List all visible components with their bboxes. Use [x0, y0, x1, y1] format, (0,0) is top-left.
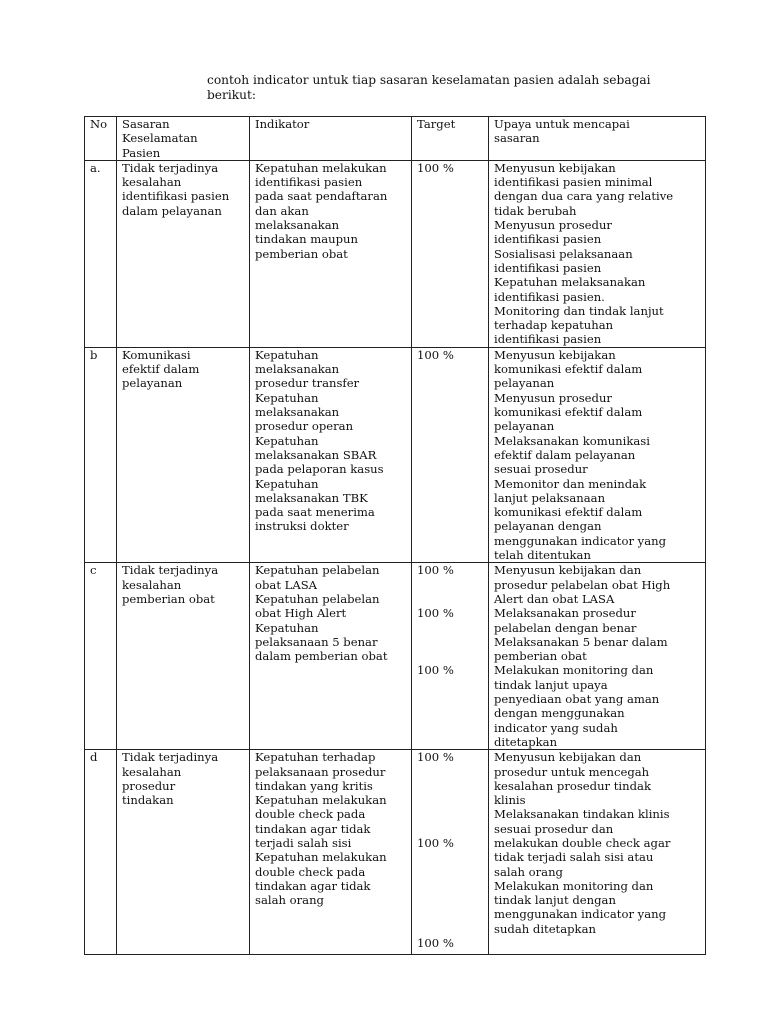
line-spacer: [417, 621, 484, 635]
text-line: identifikasi pasien: [494, 332, 602, 347]
text-line: komunikasi efektif dalam: [494, 505, 643, 520]
text-line: dalam pelayanan: [122, 203, 222, 218]
text-line: kesalahan: [122, 175, 182, 190]
text-line: 100 %: [417, 750, 454, 765]
text-line: tidak terjadi salah sisi atau: [494, 850, 654, 865]
upaya-cell: [489, 347, 706, 562]
target-cell: [412, 750, 489, 955]
text-line: obat High Alert: [255, 606, 347, 621]
sasaran-cell: [117, 563, 250, 750]
text-line: efektif dalam: [122, 362, 200, 377]
text-line: Melakukan monitoring dan: [494, 878, 654, 893]
text-line: tidak berubah: [494, 203, 577, 218]
text-line: kesalahan: [122, 764, 182, 779]
table-row: [85, 160, 706, 347]
line-spacer: [417, 893, 484, 907]
text-line: pemberian obat: [122, 591, 215, 606]
text-line: telah ditentukan: [494, 548, 591, 563]
text-line: pelabelan dengan benar: [494, 620, 637, 635]
line-spacer: [417, 578, 484, 592]
text-line: Menyusun kebijakan: [494, 347, 616, 362]
text-line: dengan menggunakan: [494, 706, 625, 721]
text-line: Sosialisasi pelaksanaan: [494, 246, 633, 261]
text-line: instruksi dokter: [255, 519, 349, 534]
text-line: menggunakan indicator yang: [494, 907, 667, 922]
line-spacer: [417, 865, 484, 879]
text-line: pemberian obat: [494, 649, 587, 664]
text-line: Kepatuhan: [255, 347, 319, 362]
line-spacer: [417, 922, 484, 936]
text-line: melaksanakan: [255, 218, 340, 233]
text-line: Kepatuhan: [255, 433, 319, 448]
text-line: Kepatuhan melakukan: [255, 850, 387, 865]
target-cell: [412, 160, 489, 347]
text-line: identifikasi pasien: [255, 175, 363, 190]
text-line: klinis: [494, 793, 526, 808]
text-line: Menyusun prosedur: [494, 390, 612, 405]
text-line: Menyusun kebijakan dan: [494, 750, 642, 765]
text-line: penyediaan obat yang aman: [494, 692, 660, 707]
text-line: kesalahan prosedur tindak: [494, 778, 651, 793]
text-line: Kepatuhan pelabelan: [255, 563, 380, 578]
line-spacer: [417, 879, 484, 893]
upaya-cell: [489, 563, 706, 750]
text-line: pelayanan: [494, 419, 555, 434]
line-spacer: [417, 793, 484, 807]
text-line: terhadap kepatuhan: [494, 318, 614, 333]
text-line: Komunikasi: [122, 347, 191, 362]
table-header-row: [85, 117, 706, 161]
text-line: 100 %: [417, 936, 454, 951]
text-line: efektif dalam pelayanan: [494, 447, 636, 462]
line-spacer: [417, 765, 484, 779]
text-line: pelayanan: [494, 376, 555, 391]
line-spacer: [417, 907, 484, 921]
text-line: terjadi salah sisi: [255, 835, 352, 850]
header-target: Target: [412, 117, 489, 161]
text-line: pada pelaporan kasus: [255, 462, 384, 477]
line-spacer: [417, 649, 484, 663]
indikator-cell: [250, 160, 412, 347]
line-spacer: [417, 779, 484, 793]
text-line: melaksanakan TBK: [255, 490, 368, 505]
table-row: [85, 750, 706, 955]
text-line: salah orang: [494, 864, 563, 879]
text-line: pelaksanaan 5 benar: [255, 634, 378, 649]
text-line: lanjut pelaksanaan: [494, 490, 606, 505]
text-line: pelayanan: [122, 376, 183, 391]
text-line: Upaya untuk mencapai: [494, 117, 630, 131]
text-line: pemberian obat: [255, 246, 348, 261]
text-line: melaksanakan: [255, 405, 340, 420]
text-line: 100 %: [417, 606, 454, 621]
target-cell: [412, 347, 489, 562]
row-number: c: [85, 563, 117, 750]
text-line: Memonitor dan menindak: [494, 476, 647, 491]
text-line: pada saat pendaftaran: [255, 189, 388, 204]
line-spacer: [417, 822, 484, 836]
text-line: komunikasi efektif dalam: [494, 362, 643, 377]
text-line: tindakan yang kritis: [255, 778, 373, 793]
text-line: Melaksanakan tindakan klinis: [494, 807, 670, 822]
text-line: prosedur pelabelan obat High: [494, 577, 671, 592]
text-line: Melakukan monitoring dan: [494, 663, 654, 678]
text-line: prosedur operan: [255, 419, 354, 434]
text-line: Kepatuhan melakukan: [255, 160, 387, 175]
text-line: menggunakan indicator yang: [494, 533, 667, 548]
text-line: tindakan agar tidak: [255, 878, 371, 893]
text-line: 100 %: [417, 835, 454, 850]
text-line: dan akan: [255, 203, 309, 218]
upaya-cell: [489, 750, 706, 955]
text-line: Kepatuhan: [255, 620, 319, 635]
text-line: sasaran: [494, 131, 540, 146]
text-line: Menyusun kebijakan: [494, 160, 616, 175]
text-line: Menyusun kebijakan dan: [494, 563, 642, 578]
text-line: Tidak terjadinya: [122, 563, 219, 578]
text-line: Alert dan obat LASA: [494, 591, 615, 606]
header-upaya: [489, 117, 706, 161]
text-line: prosedur untuk mencegah: [494, 764, 650, 779]
text-line: sesuai prosedur: [494, 462, 588, 477]
intro-paragraph: [207, 73, 707, 102]
indikator-cell: [250, 563, 412, 750]
line-spacer: [417, 635, 484, 649]
text-line: pelaksanaan prosedur: [255, 764, 386, 779]
text-line: Tidak terjadinya: [122, 160, 219, 175]
line-spacer: [417, 850, 484, 864]
text-line: kesalahan: [122, 577, 182, 592]
target-cell: [412, 563, 489, 750]
text-line: 100 %: [417, 347, 454, 362]
text-line: pelayanan dengan: [494, 519, 602, 534]
text-line: Kepatuhan: [255, 476, 319, 491]
text-line: ditetapkan: [494, 734, 558, 749]
text-line: identifikasi pasien: [494, 260, 602, 275]
upaya-cell: [489, 160, 706, 347]
table-row: [85, 347, 706, 562]
text-line: dengan dua cara yang relative: [494, 189, 674, 204]
table-row: [85, 563, 706, 750]
text-line: salah orang: [255, 893, 324, 908]
text-line: Menyusun prosedur: [494, 218, 612, 233]
text-line: Kepatuhan: [255, 390, 319, 405]
header-indikator: Indikator: [250, 117, 412, 161]
indikator-cell: [250, 347, 412, 562]
text-line: melaksanakan SBAR: [255, 447, 377, 462]
row-number: a.: [85, 160, 117, 347]
text-line: Keselamatan: [122, 131, 198, 146]
text-line: tindak lanjut dengan: [494, 893, 616, 908]
text-line: double check pada: [255, 807, 366, 822]
text-line: Kepatuhan pelabelan: [255, 591, 380, 606]
text-line: 100 %: [417, 563, 454, 578]
text-line: melakukan double check agar: [494, 835, 671, 850]
sasaran-cell: [117, 160, 250, 347]
indicator-table: [84, 116, 706, 955]
text-line: indicator yang sudah: [494, 720, 618, 735]
text-line: identifikasi pasien: [494, 232, 602, 247]
text-line: tindakan maupun: [255, 232, 358, 247]
header-no: No: [85, 117, 117, 161]
text-line: dalam pemberian obat: [255, 649, 388, 664]
text-line: sudah ditetapkan: [494, 921, 596, 936]
text-line: tindakan: [122, 793, 174, 808]
text-line: identifikasi pasien minimal: [494, 175, 653, 190]
row-number: b: [85, 347, 117, 562]
intro-line: contoh indicator untuk tiap sasaran keselamatan pasien adalah sebagai: [207, 73, 651, 87]
text-line: Kepatuhan melakukan: [255, 793, 387, 808]
text-line: Sasaran: [122, 117, 170, 131]
text-line: tindak lanjut upaya: [494, 677, 608, 692]
sasaran-cell: [117, 347, 250, 562]
text-line: tindakan agar tidak: [255, 821, 371, 836]
line-spacer: [417, 807, 484, 821]
line-spacer: [417, 592, 484, 606]
text-line: Melaksanakan komunikasi: [494, 433, 650, 448]
text-line: Pasien: [122, 145, 161, 160]
text-line: Tidak terjadinya: [122, 750, 219, 765]
text-line: double check pada: [255, 864, 366, 879]
text-line: pada saat menerima: [255, 505, 375, 520]
text-line: obat LASA: [255, 577, 318, 592]
text-line: Kepatuhan melaksanakan: [494, 275, 646, 290]
text-line: identifikasi pasien.: [494, 289, 605, 304]
sasaran-cell: [117, 750, 250, 955]
text-line: 100 %: [417, 160, 454, 175]
text-line: sesuai prosedur dan: [494, 821, 614, 836]
text-line: identifikasi pasien: [122, 189, 230, 204]
text-line: prosedur: [122, 778, 176, 793]
text-line: 100 %: [417, 663, 454, 678]
header-sasaran: [117, 117, 250, 161]
text-line: melaksanakan: [255, 362, 340, 377]
intro-line: berikut:: [207, 87, 256, 102]
row-number: d: [85, 750, 117, 955]
text-line: Melaksanakan 5 benar dalam: [494, 634, 668, 649]
indikator-cell: [250, 750, 412, 955]
text-line: Kepatuhan terhadap: [255, 750, 376, 765]
text-line: prosedur transfer: [255, 376, 360, 391]
text-line: komunikasi efektif dalam: [494, 405, 643, 420]
text-line: Melaksanakan prosedur: [494, 606, 636, 621]
text-line: Monitoring dan tindak lanjut: [494, 303, 664, 318]
